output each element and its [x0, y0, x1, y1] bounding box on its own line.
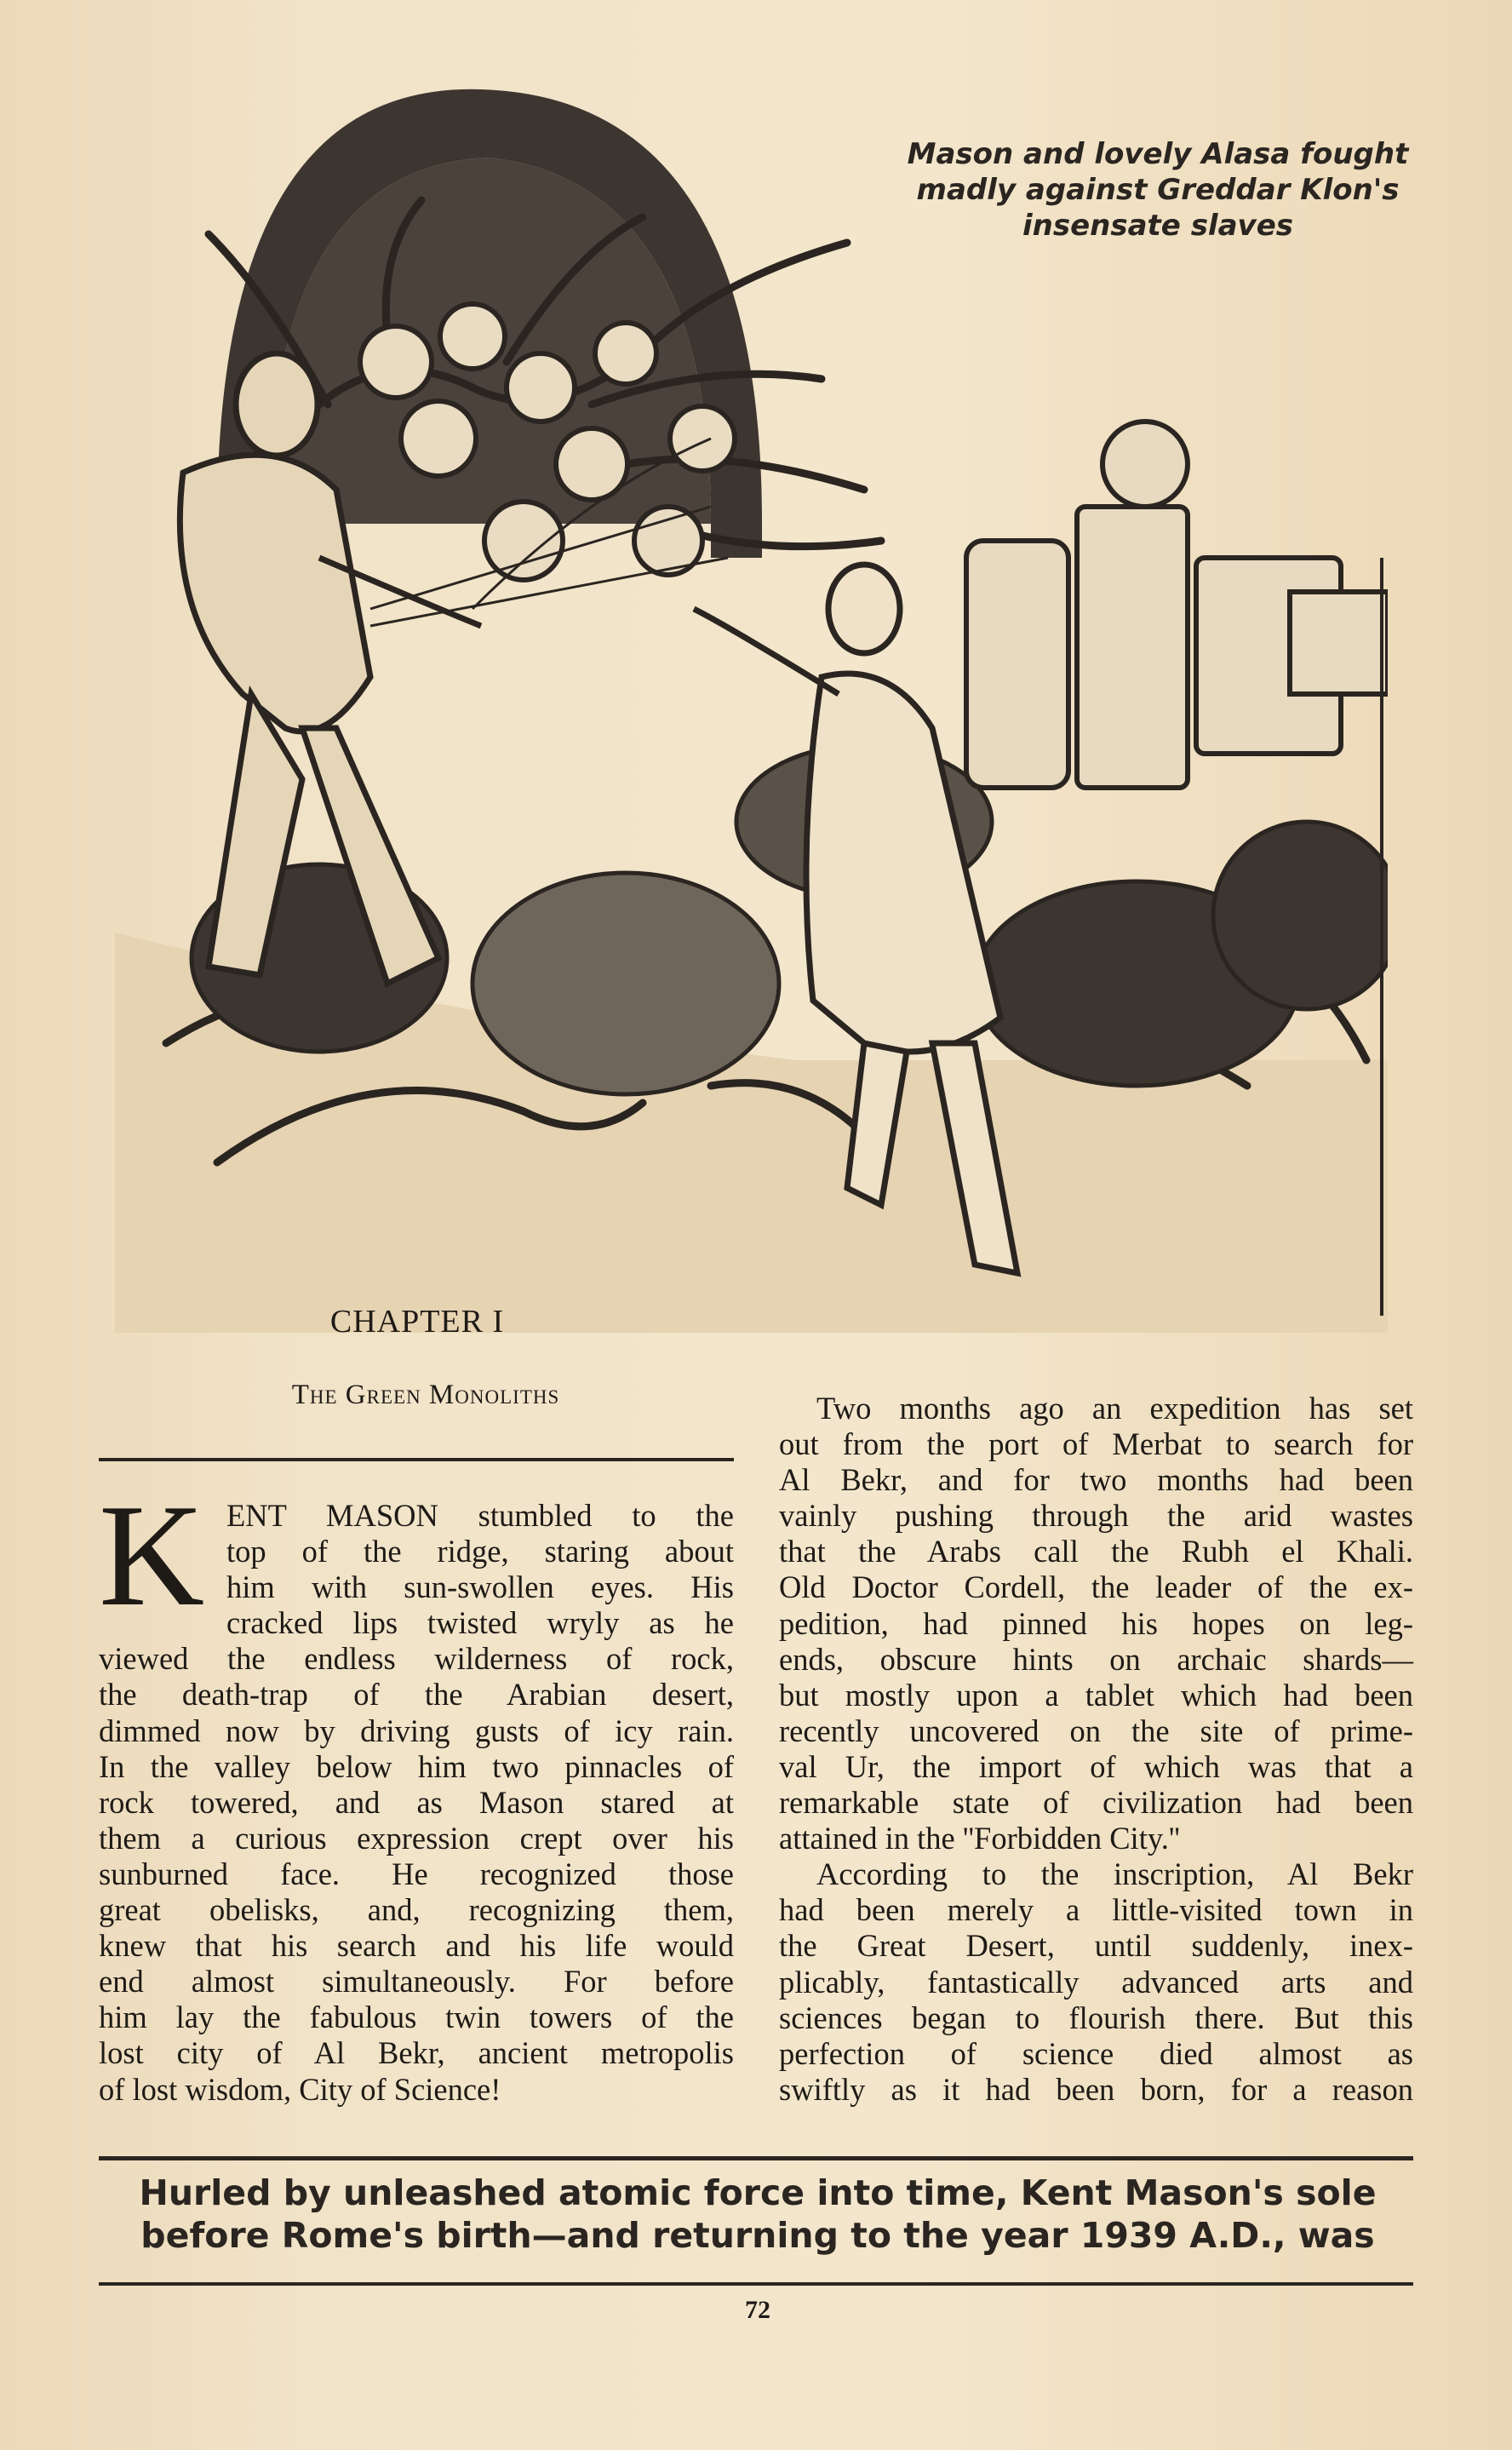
story-illustration [115, 81, 1388, 1333]
text-line: had been merely a little-visited town in [779, 1892, 1413, 1928]
text-line: pedition, had pinned his hopes on leg- [779, 1605, 1413, 1641]
text-line: Al Bekr, and for two months had been [779, 1462, 1413, 1498]
text-line: dimmed now by driving gusts of icy rain. [99, 1713, 734, 1748]
text-line: swiftly as it had been born, for a reason [779, 2071, 1413, 2107]
text-line: cracked lips twisted wryly as he [226, 1605, 734, 1641]
text-line: vainly pushing through the arid wastes [779, 1498, 1413, 1534]
text-line: them a curious expression crept over his [99, 1820, 734, 1856]
caption-line: madly against Greddar Klon's [916, 173, 1400, 207]
chapter-subtitle: The Green Monoliths [291, 1380, 560, 1410]
text-line: the death-trap of the Arabian desert, [99, 1677, 734, 1713]
text-line: end almost simultaneously. For before [99, 1964, 734, 2000]
banner-line: before Rome's birth—and returning to the year 1939 A.D., was [140, 2215, 1375, 2256]
text-line: remarkable state of civilization had been [779, 1785, 1413, 1821]
text-line: him lay the fabulous twin towers of the [99, 2000, 734, 2035]
text-line: perfection of science died almost as [779, 2035, 1413, 2071]
banner-line: Hurled by unleashed atomic force into time, Kent Mason's sole [139, 2172, 1377, 2213]
text-line: recently uncovered on the site of prime- [779, 1713, 1413, 1748]
left-column [99, 1498, 734, 2108]
illustration-caption [885, 136, 1430, 244]
text-line: plicably, fantastically advanced arts and [779, 1964, 1413, 2000]
text-line: him with sun-swollen eyes. His [226, 1569, 734, 1605]
text-line: Old Doctor Cordell, the leader of the ex- [779, 1569, 1413, 1605]
text-line: out from the port of Merbat to search for [779, 1426, 1413, 1462]
text-line: top of the ridge, staring about [226, 1534, 734, 1569]
right-column [779, 1391, 1413, 2108]
text-line: but mostly upon a tablet which had been [779, 1677, 1413, 1713]
caption-line: insensate slaves [1022, 209, 1293, 243]
text-line: ends, obscure hints on archaic shards— [779, 1641, 1413, 1677]
text-line: rock towered, and as Mason stared at [99, 1784, 734, 1820]
caption-line: Mason and lovely Alasa fought [907, 137, 1409, 171]
text-line: the Great Desert, until suddenly, inex- [779, 1928, 1413, 1964]
text-line: val Ur, the import of which was that a [779, 1748, 1413, 1784]
text-line: of lost wisdom, City of Science! [99, 2071, 501, 2107]
text-line: Two months ago an expedition has set [816, 1391, 1413, 1426]
text-line: ENT MASON stumbled to the [226, 1498, 734, 1533]
section-rule [99, 1458, 734, 1461]
text-line: viewed the endless wilderness of rock, [99, 1641, 734, 1677]
text-line: According to the inscription, Al Bekr [816, 1856, 1413, 1892]
chapter-title: CHAPTER I [329, 1304, 505, 1340]
text-line: lost city of Al Bekr, ancient metropolis [99, 2035, 734, 2071]
banner-top-rule [99, 2156, 1413, 2160]
text-line: sunburned face. He recognized those [99, 1856, 734, 1891]
text-line: great obelisks, and, recognizing them, [99, 1892, 734, 1928]
page-number: 72 [745, 2296, 770, 2324]
text-line: sciences began to flourish there. But this [779, 2000, 1413, 2035]
text-line: attained in the ''Forbidden City.'' [779, 1821, 1180, 1856]
text-line: knew that his search and his life would [99, 1928, 734, 1964]
text-line: In the valley below him two pinnacles of [99, 1748, 734, 1784]
banner-bottom-rule [99, 2282, 1413, 2286]
text-line: that the Arabs call the Rubh el Khali. [779, 1534, 1413, 1569]
drop-cap: K [99, 1475, 205, 1637]
story-banner [102, 2172, 1413, 2257]
